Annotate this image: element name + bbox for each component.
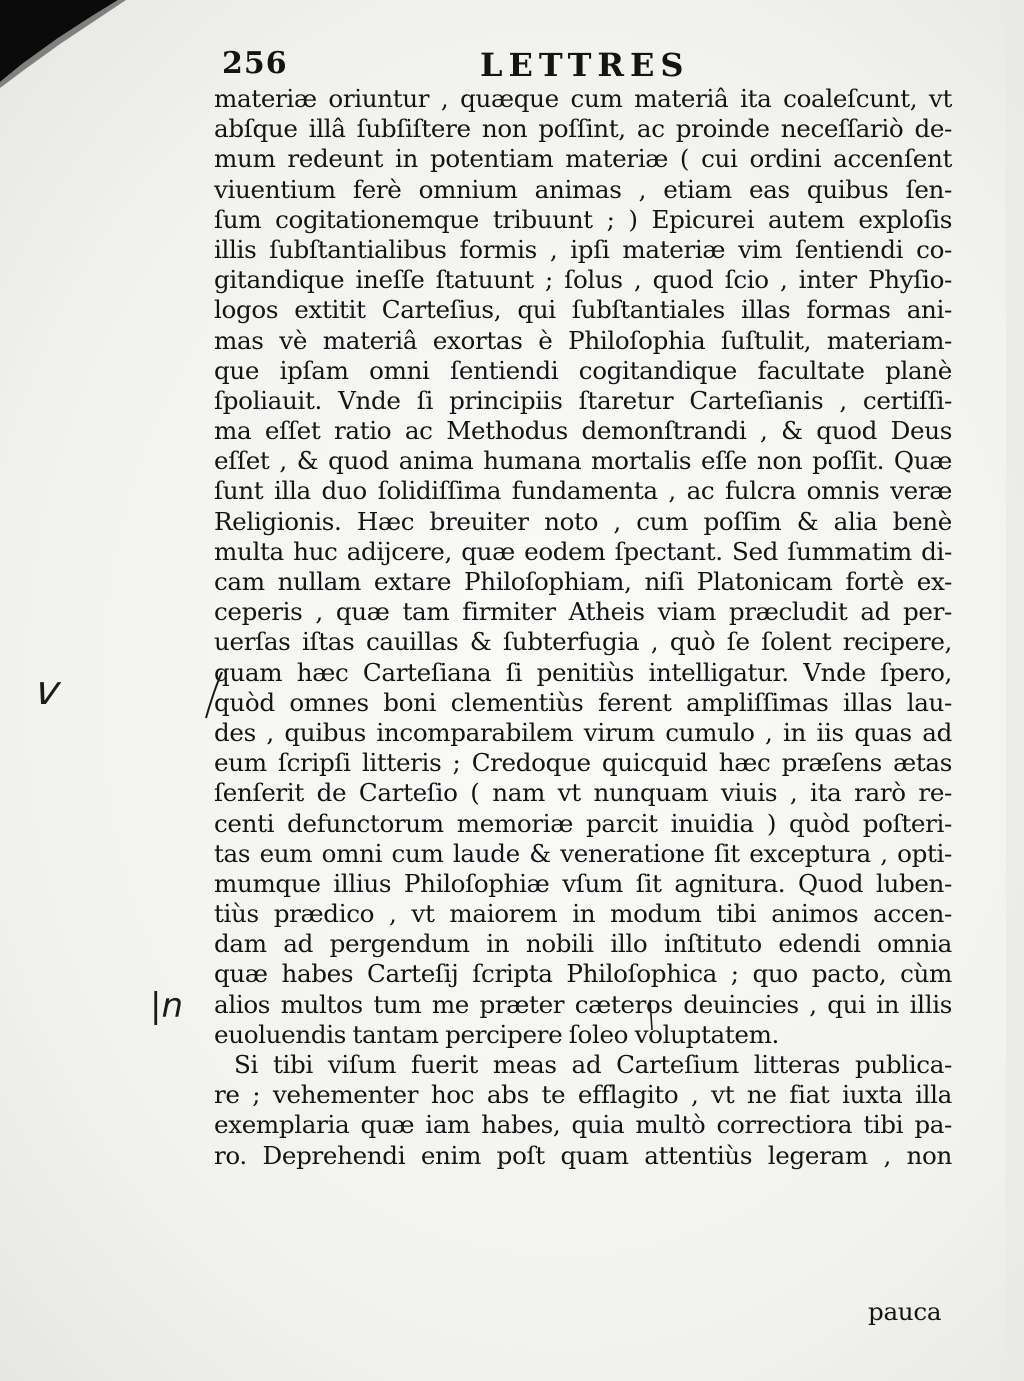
text-line: materiæ oriuntur , quæque cum materiâ ita coaleſcunt, vt (214, 84, 952, 113)
text-line: exemplaria quæ iam habes, quia multò correctiora tibi pa- (214, 1110, 952, 1140)
running-title: LETTRES (480, 46, 690, 84)
text-line: re ; vehementer hoc abs te efflagito , vt ne fiat iuxta illa (214, 1080, 952, 1110)
text-line: alios multos tum me præter cæteros deuincies , qui in illis (214, 989, 952, 1019)
text-line: des , quibus incomparabilem virum cumulo , in iis quas ad (214, 717, 952, 747)
text-line: Si tibi viſum fuerit meas ad Carteſium litteras publica- (234, 1050, 952, 1079)
text-line: cam nullam extare Philoſophiam, niſi Platonicam fortè ex- (214, 567, 952, 596)
text-line: ſpoliauit. Vnde ſi principiis ſtaretur Carteſianis , certiſſi- (214, 385, 952, 415)
text-line: eum ſcripſi litteris ; Credoque quicquid hæc præſens ætas (214, 748, 952, 778)
text-line: mas vè materiâ exortas è Philoſophia ſuſtulit, materiam- (214, 325, 952, 355)
text-line: tiùs prædico , vt maiorem in modum tibi animos accen- (214, 899, 952, 929)
page-number: 256 (222, 46, 288, 81)
text-line: dam ad pergendum in nobili illo inſtituto edendi omnia (214, 929, 952, 959)
text-line: Religionis. Hæc breuiter noto , cum poſſim & alia benè (214, 506, 952, 536)
text-line: ceperis , quæ tam firmiter Atheis viam præcludit ad per- (214, 597, 952, 627)
margin-check-mark: v (32, 668, 63, 714)
text-line: multa huc adijcere, quæ eodem ſpectant. Sed ſummatim di- (214, 536, 952, 566)
text-line: uerſas iſtas cauillas & ſubterfugia , quò ſe ſolent recipere, (214, 627, 952, 657)
body-text (214, 84, 952, 1171)
text-line: mum redeunt in potentiam materiæ ( cui ordini accenſent (214, 144, 952, 174)
text-line: illis ſubſtantialibus formis , ipſi materiæ vim ſentiendi co- (214, 234, 952, 264)
text-line: abſque illâ ſubſiſtere non poſſint, ac proinde neceſſariò de- (214, 114, 952, 144)
text-line: logos extitit Carteſius, qui ſubſtantiales illas formas ani- (214, 295, 952, 325)
margin-annotation: |n (150, 986, 184, 1026)
catchword: pauca (868, 1297, 942, 1326)
text-line: tas eum omni cum laude & veneratione ſit exceptura , opti- (214, 838, 952, 868)
running-head (222, 46, 742, 86)
text-line: mumque illius Philoſophiæ vſum ſit agnitura. Quod luben- (214, 868, 952, 898)
text-line: ſenſerit de Carteſio ( nam vt nunquam viuis , ita rarò re- (214, 778, 952, 808)
text-line: viuentium ferè omnium animas , etiam eas quibus ſen- (214, 174, 952, 204)
text-line: gitandique ineſſe ſtatuunt ; ſolus , quod ſcio , inter Phyſio- (214, 265, 952, 295)
text-line: centi defunctorum memoriæ parcit inuidia ) quòd poſteri- (214, 808, 952, 838)
text-line: ma eſſet ratio ac Methodus demonſtrandi , & quod Deus (214, 416, 952, 446)
text-line: quæ habes Carteſij ſcripta Philoſophica ; quo pacto, cùm (214, 959, 952, 989)
text-line: que ipſam omni ſentiendi cogitandique facultate planè (214, 355, 952, 385)
text-line: eſſet , & quod anima humana mortalis eſſe non poſſit. Quæ (214, 446, 952, 476)
text-line: quam hæc Carteſiana ſi penitiùs intelligatur. Vnde ſpero, (214, 657, 952, 687)
text-line: euoluendis tantam percipere ſoleo voluptatem. (214, 1019, 780, 1049)
text-line: quòd omnes boni clementiùs ferent ampliſſimas illas lau- (214, 687, 952, 717)
text-line: ſunt illa duo ſolidiſſima fundamenta , ac fulcra omnis veræ (214, 476, 952, 506)
text-line: ſum cogitationemque tribuunt ; ) Epicurei autem exploſis (214, 204, 952, 234)
text-line: ro. Deprehendi enim poſt quam attentiùs legeram , non (214, 1140, 952, 1170)
